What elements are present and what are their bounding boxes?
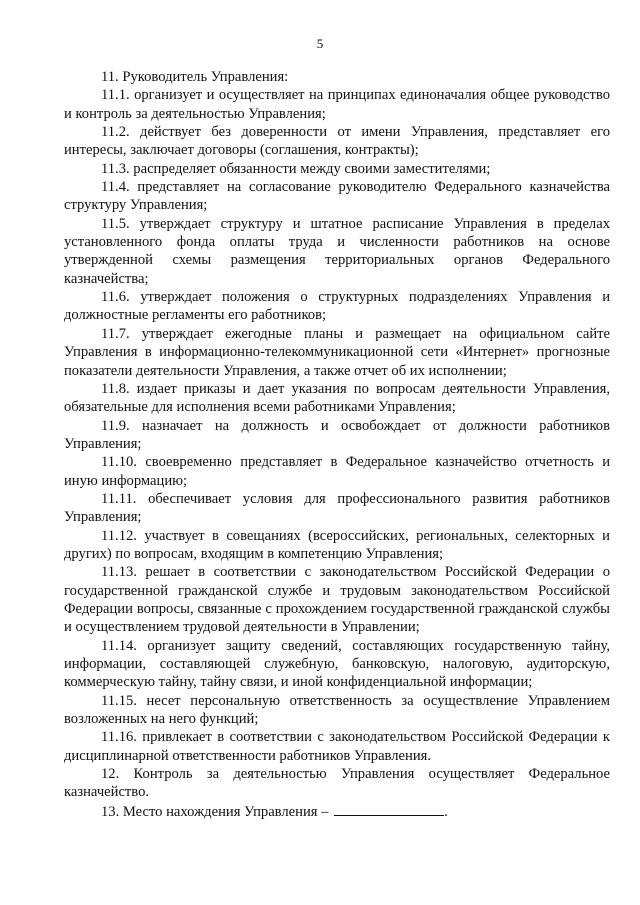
document-body: [64, 68, 610, 821]
paragraph-13: [64, 802, 610, 821]
paragraph-11-15: 11.15. несет персональную ответственность за осуществление Управлением возложенных на него функций;: [64, 692, 610, 728]
location-label: 13. Место нахождения Управления –: [101, 803, 329, 820]
paragraph-11-10: 11.10. своевременно представляет в Федеральное казначейство отчетность и иную информацию;: [64, 454, 610, 489]
paragraph-11-6: 11.6. утверждает положения о структурных подразделениях Управления и должностные регламенты его работников;: [64, 289, 610, 324]
paragraph-11-4: 11.4. представляет на согласование руководителю Федерального казначейства структуру Управления;: [64, 179, 610, 214]
location-blank-line: [334, 802, 444, 816]
paragraph-11-8: 11.8. издает приказы и дает указания по вопросам деятельности Управления, обязательные для исполнения всеми работниками Управления;: [64, 380, 610, 416]
paragraph-11-14: 11.14. организует защиту сведений, составляющих государственную тайну, информации, составляющей служебную, банковскую, налоговую, аудиторскую, коммерческую тайну, тайну связи, и иной конфиденциальной информации;: [64, 637, 610, 691]
paragraph-11-13: 11.13. решает в соответствии с законодательством Российской Федерации о государственной гражданской службе и трудовым законодательством Российской Федерации вопросы, связанные с прохождением государственной гражданской службы и осуществлением трудовой деятельности в Управлении;: [64, 564, 610, 636]
page-number: 5: [316, 36, 324, 51]
paragraph-12: 12. Контроль за деятельностью Управления осуществляет Федеральное казначейство.: [64, 766, 610, 801]
paragraph-11-2: 11.2. действует без доверенности от имени Управления, представляет его интересы, заключает договоры (соглашения, контракты);: [64, 124, 610, 159]
paragraph-11-16: 11.16. привлекает в соответствии с законодательством Российской Федерации к дисциплинарной ответственности работников Управления.: [64, 729, 610, 764]
paragraph-11-11: 11.11. обеспечивает условия для профессионального развития работников Управления;: [64, 490, 610, 526]
paragraph-11: 11. Руководитель Управления:: [101, 69, 289, 85]
paragraph-11-12: 11.12. участвует в совещаниях (всероссийских, региональных, селекторных и других) по вопросам, входящим в компетенцию Управления;: [64, 527, 610, 562]
paragraph-11-3: 11.3. распределяет обязанности между своими заместителями;: [101, 160, 491, 177]
paragraph-11-9: 11.9. назначает на должность и освобождает от должности работников Управления;: [64, 417, 610, 452]
location-end-period: .: [444, 803, 448, 820]
paragraph-11-1: 11.1. организует и осуществляет на принципах единоначалия общее руководство и контроль за деятельностью Управления;: [64, 87, 610, 122]
paragraph-11-7: 11.7. утверждает ежегодные планы и размещает на официальном сайте Управления в информационно-телекоммуникационной сети «Интернет» прогнозные показатели деятельности Управления, а также отчет об их исполнении;: [64, 325, 610, 379]
paragraph-11-5: 11.5. утверждает структуру и штатное расписание Управления в пределах установленного фонда оплаты труда и численности работников на основе утвержденной схемы размещения территориальных органов Федерального казначейства;: [64, 215, 610, 287]
